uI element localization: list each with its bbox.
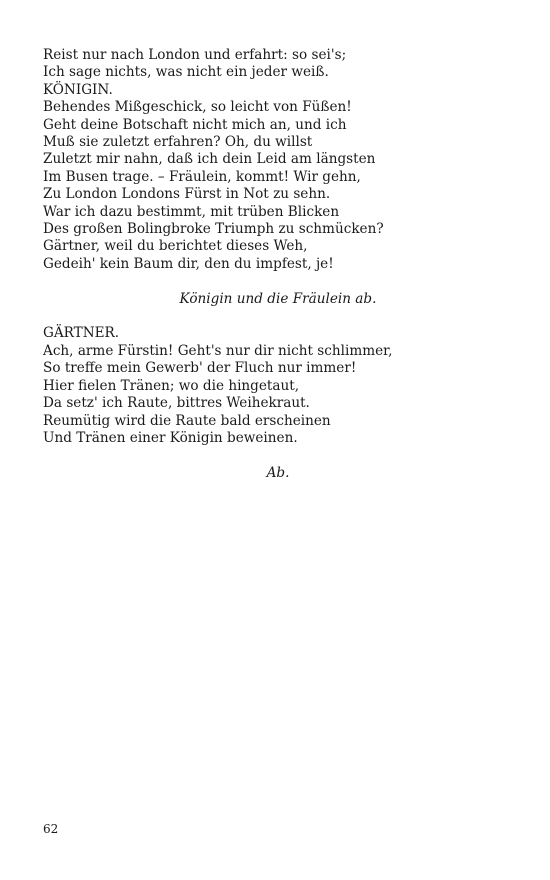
verse-line: Reist nur nach London und erfahrt: so sei's;	[43, 47, 347, 63]
verse-line: War ich dazu bestimmt, mit trüben Blicken	[43, 203, 340, 220]
blank-line	[43, 447, 513, 464]
verse-line: Im Busen trage. – Fräulein, kommt! Wir gehn,	[43, 168, 361, 185]
verse-line: Behendes Mißgeschick, so leicht von Füßen!	[43, 99, 352, 116]
stage-direction-exit-queen: Königin und die Fräulein ab.	[179, 290, 377, 307]
verse-line: Zuletzt mir nahn, daß ich dein Leid am längsten	[43, 151, 376, 168]
verse-line: Hier fielen Tränen; wo die hingetaut,	[43, 377, 300, 394]
verse-line: Gärtner, weil du berichtet dieses Weh,	[43, 238, 308, 255]
verse-line: Muß sie zuletzt erfahren? Oh, du willst	[43, 134, 313, 151]
blank-line	[43, 273, 513, 290]
verse-line: Gedeih' kein Baum dir, den du impfest, je!	[43, 255, 334, 272]
verse-line: Reumütig wird die Raute bald erscheinen	[43, 412, 331, 429]
verse-line: Ich sage nichts, was nicht ein jeder weiß.	[43, 64, 329, 81]
blank-line	[43, 308, 513, 325]
verse-line: So treffe mein Gewerb' der Fluch nur immer!	[43, 360, 357, 377]
verse-line: Des großen Bolingbroke Triumph zu schmücken?	[43, 221, 384, 238]
stage-direction-exit: Ab.	[266, 464, 290, 481]
verse-line: Zu London Londons Fürst in Not zu sehn.	[43, 186, 331, 203]
speaker-name-queen: KÖNIGIN.	[43, 81, 113, 98]
verse-line: Da setz' ich Raute, bittres Weihekraut.	[43, 395, 310, 412]
verse-line: Und Tränen einer Königin beweinen.	[43, 429, 298, 446]
verse-line: Ach, arme Fürstin! Geht's nur dir nicht schlimmer,	[43, 342, 393, 359]
speaker-name-gardener: GÄRTNER.	[43, 325, 120, 342]
play-text	[43, 47, 513, 482]
verse-line: Geht deine Botschaft nicht mich an, und ich	[43, 116, 347, 133]
page-number: 62	[43, 822, 59, 836]
